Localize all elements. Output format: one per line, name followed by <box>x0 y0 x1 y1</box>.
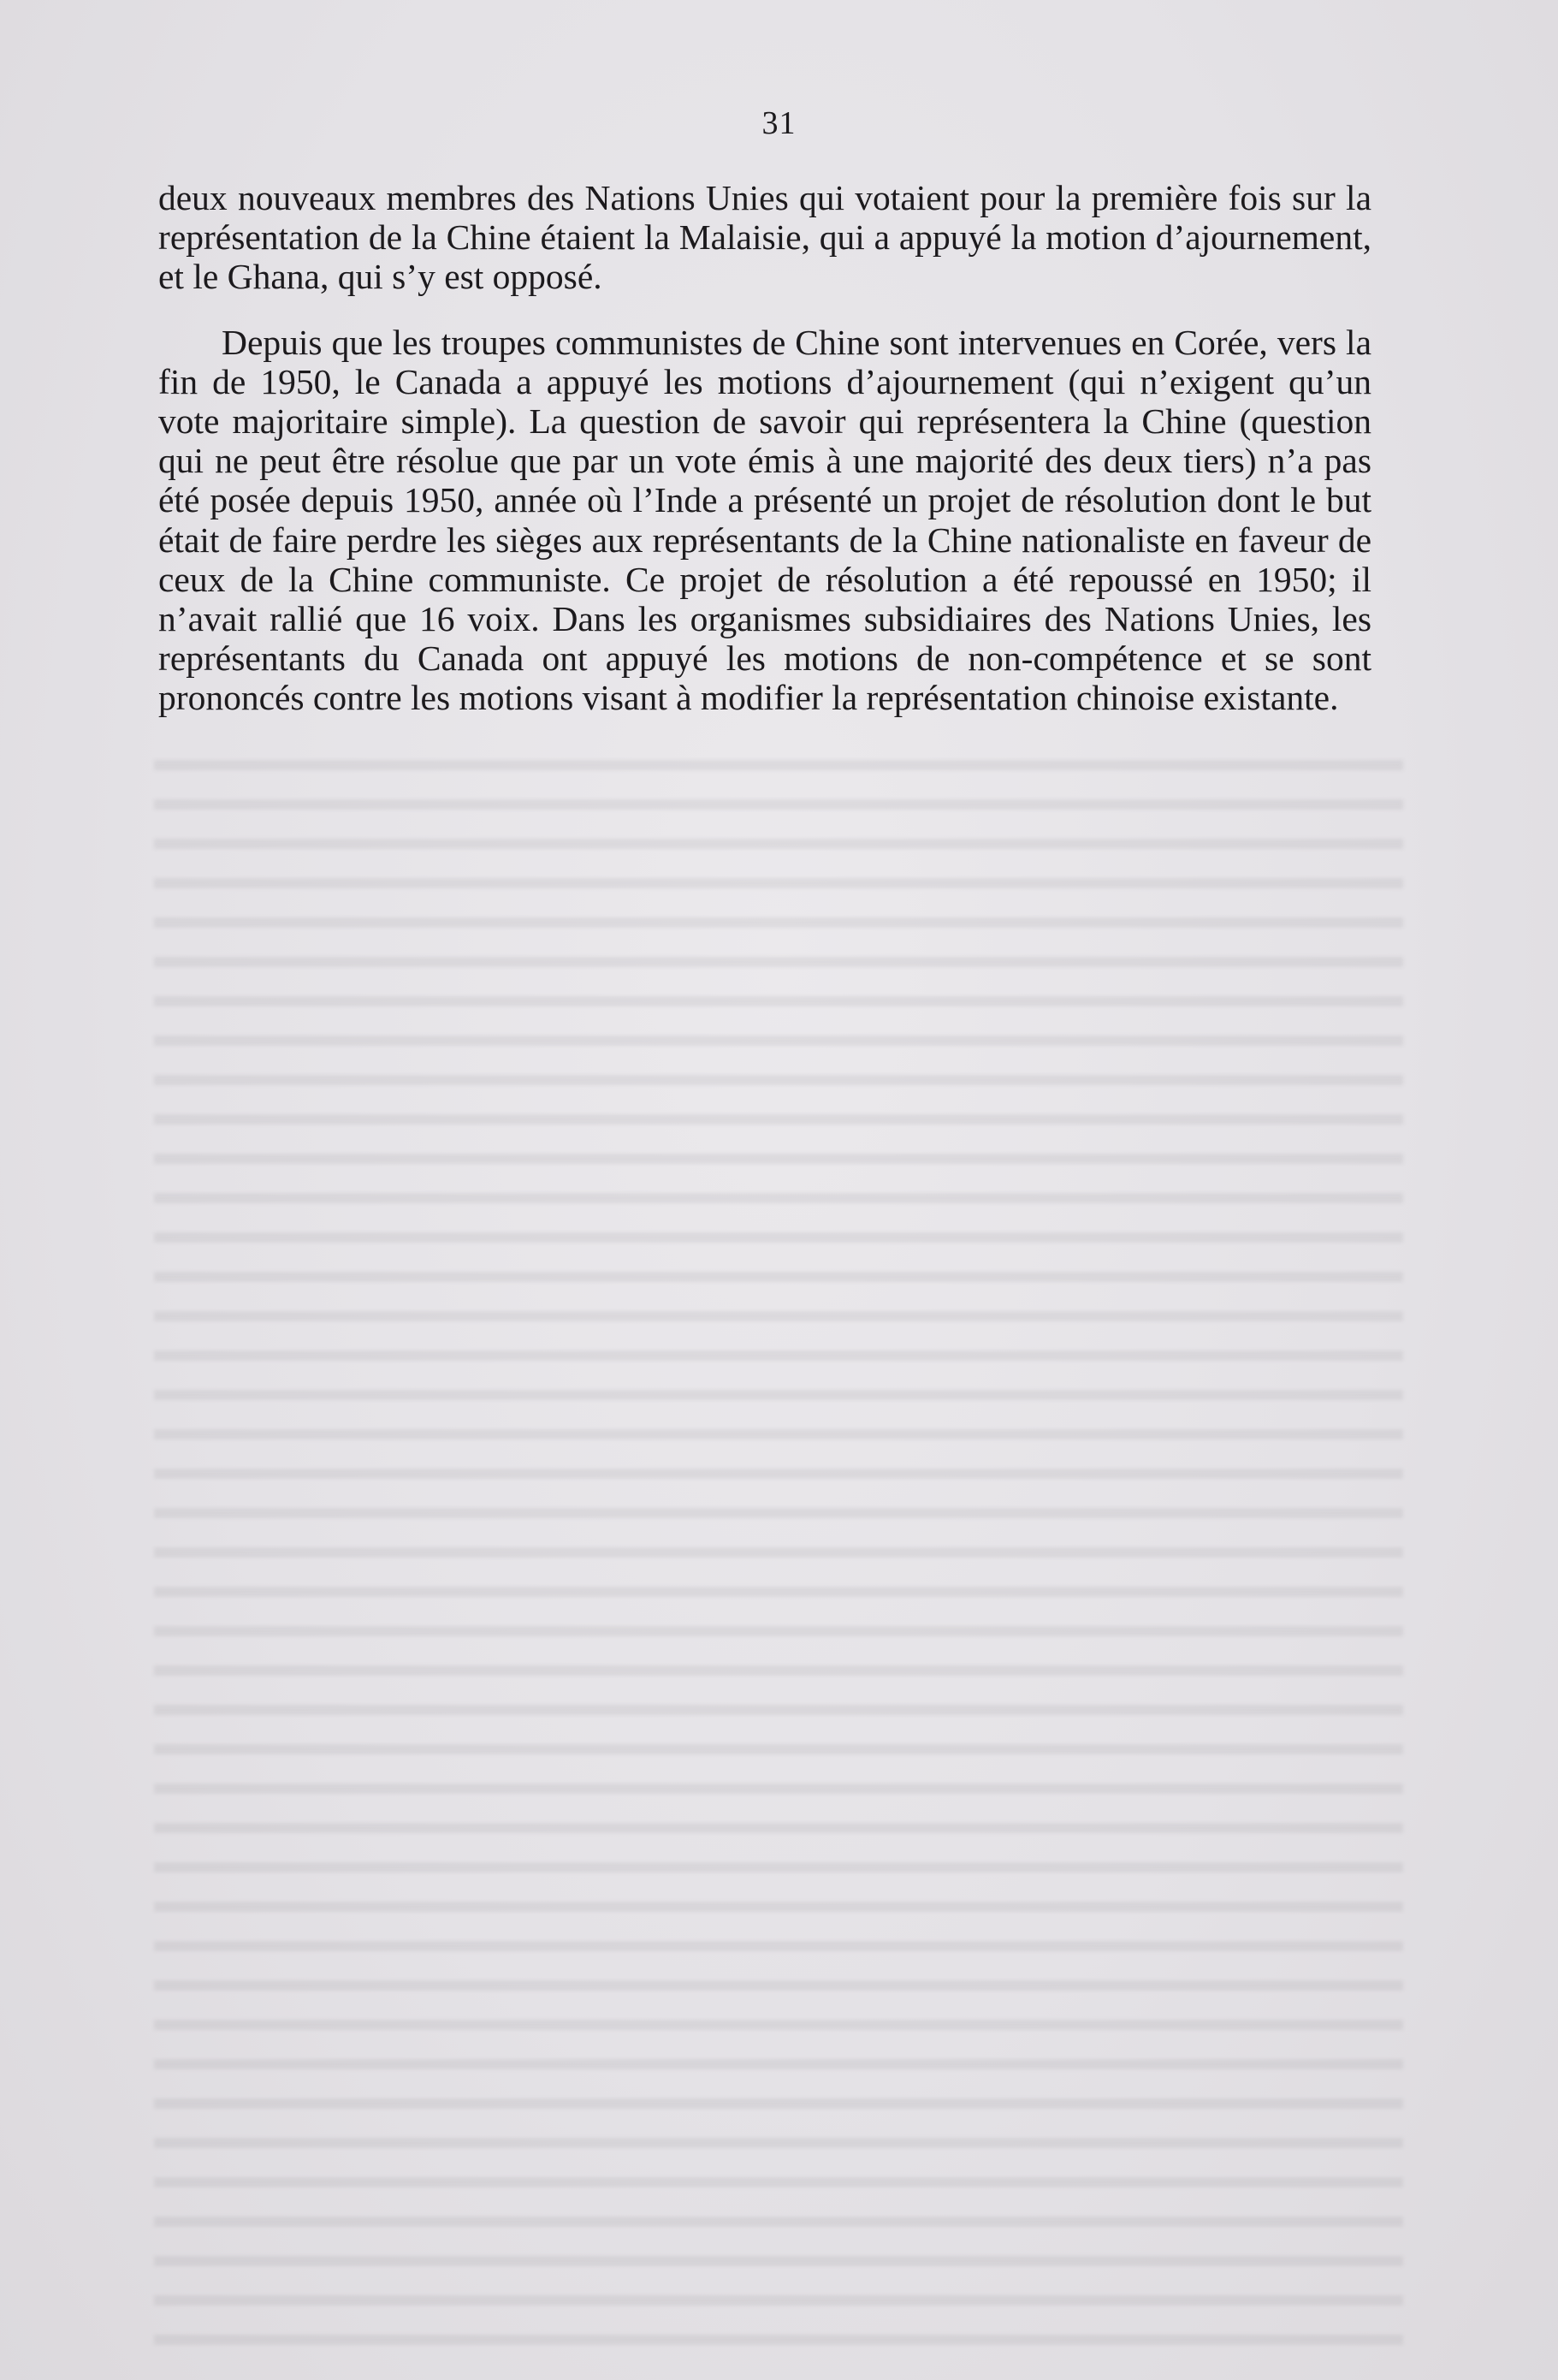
page-number: 31 <box>761 105 797 141</box>
paragraph-china-representation: Depuis que les troupes communistes de Chine sont intervenues en Corée, vers la fin de 1950, le Canada a appuyé les motions d’ajournement (qui n’exigent qu’un vote majoritaire simple). La question de savoir qui représentera la Chine (question qui ne peut être résolue que par un vote émis à une majorité des deux tiers) n’a pas été posée depuis 1950, année où l’Inde a présenté un projet de résolution dont le but était de faire perdre les sièges aux représentants de la Chine nationaliste en faveur de ceux de la Chine communiste. Ce projet de résolution a été repoussé en 1950; il n’avait rallié que 16 voix. Dans les organismes subsidiaires des Nations Unies, les représentants du Canada ont appuyé les motions de non-compétence et se sont prononcés contre les motions visant à modifier la représentation chinoise existante. <box>158 322 1371 718</box>
show-through-background <box>154 736 1403 2345</box>
paragraph-continuation: deux nouveaux membres des Nations Unies qui votaient pour la première fois sur la représentation de la Chine étaient la Malaisie, qui a appuyé la motion d’ajournement, et le Ghana, qui s’y est opposé. <box>158 178 1371 297</box>
body-text <box>158 178 1371 718</box>
